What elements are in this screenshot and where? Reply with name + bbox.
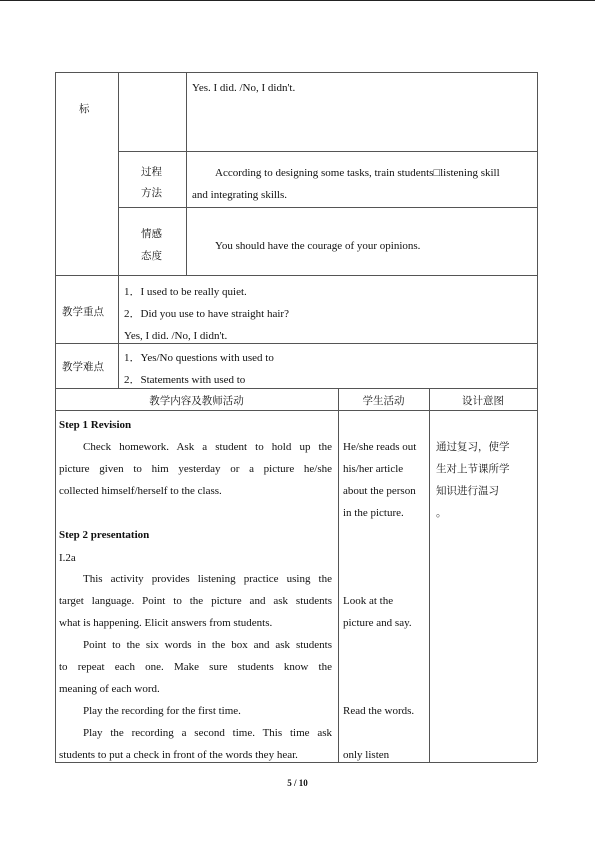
row-divider — [118, 207, 537, 208]
para4-line: Play the recording a second time. This time ask — [83, 727, 332, 739]
table-border-left — [55, 72, 56, 762]
design-intent-line: 通过复习，使学 — [436, 441, 510, 453]
difficult-point-line: 1．Yes/No questions with used to — [124, 352, 274, 364]
student-activity-line: about the person — [343, 485, 416, 497]
process-text-1: According to designing some tasks, train students□listening skill — [215, 167, 500, 179]
row-divider — [55, 275, 537, 276]
knowledge-text: Yes. I did. /No, I didn't. — [192, 82, 296, 94]
page-top-rule — [0, 0, 595, 1]
page-number: 5 / 10 — [287, 778, 308, 788]
difficult-point-line: 2．Statements with used to — [124, 374, 246, 386]
process-label-1: 过程 — [141, 166, 162, 178]
step2-title: Step 2 presentation — [59, 529, 150, 541]
sub-title: I.2a — [59, 552, 76, 564]
col-divider — [429, 388, 430, 762]
student-activity-line: in the picture. — [343, 507, 404, 519]
header-content: 教学内容及教师活动 — [149, 395, 244, 407]
design-intent-line: 生对上节课所学 — [436, 463, 510, 475]
process-label-2: 方法 — [141, 187, 162, 199]
para2-line: to repeat each one. Make sure students know the — [59, 661, 332, 673]
design-intent-line: 。 — [436, 507, 447, 519]
lesson-plan-table — [55, 72, 537, 762]
para3-line: Play the recording for the first time. — [83, 705, 241, 717]
step1-line: collected himself/herself to the class. — [59, 485, 222, 497]
student-activity-line: only listen — [343, 749, 390, 761]
table-border-bottom — [55, 762, 537, 763]
para1-line: target language. Point to the picture and ask students — [59, 595, 332, 607]
para1-line: what is happening. Elicit answers from students. — [59, 617, 273, 629]
para2-line: meaning of each word. — [59, 683, 160, 695]
row-divider — [55, 343, 537, 344]
emotion-label-2: 态度 — [141, 250, 162, 262]
header-design: 设计意图 — [462, 395, 504, 407]
difficult-points-label: 教学难点 — [62, 361, 104, 373]
step1-title: Step 1 Revision — [59, 419, 132, 431]
emotion-label-1: 情感 — [141, 228, 162, 240]
student-activity-line: picture and say. — [343, 617, 412, 629]
col-divider — [186, 72, 187, 275]
step1-line: picture given to him yesterday or a picture he/she — [59, 463, 332, 475]
step1-line: Check homework. Ask a student to hold up the — [83, 441, 332, 453]
para4-line: students to put a check in front of the words they hear. — [59, 749, 298, 761]
emotion-text: You should have the courage of your opinions. — [215, 240, 421, 252]
key-point-line: 2．Did you use to have straight hair? — [124, 308, 289, 320]
student-activity-line: Look at the — [343, 595, 394, 607]
col-divider — [338, 388, 339, 762]
header-student: 学生活动 — [362, 395, 405, 407]
col-divider — [118, 72, 119, 388]
table-border-top — [55, 72, 537, 73]
student-activity-line: He/she reads out — [343, 441, 417, 453]
student-activity-line: Read the words. — [343, 705, 415, 717]
para2-line: Point to the six words in the box and ask students — [83, 639, 332, 651]
process-text-2: and integrating skills. — [192, 189, 288, 201]
key-point-line: 1．I used to be really quiet. — [124, 286, 247, 298]
row-divider — [55, 410, 537, 411]
row-divider — [118, 151, 537, 152]
para1-line: This activity provides listening practice using the — [83, 573, 332, 585]
objectives-label: 标 — [79, 103, 90, 115]
table-border-right — [537, 72, 538, 762]
row-divider — [55, 388, 537, 389]
key-points-label: 教学重点 — [62, 306, 104, 318]
student-activity-line: his/her article — [343, 463, 404, 475]
key-point-line: Yes, I did. /No, I didn't. — [124, 330, 228, 342]
design-intent-line: 知识进行温习 — [436, 485, 499, 497]
